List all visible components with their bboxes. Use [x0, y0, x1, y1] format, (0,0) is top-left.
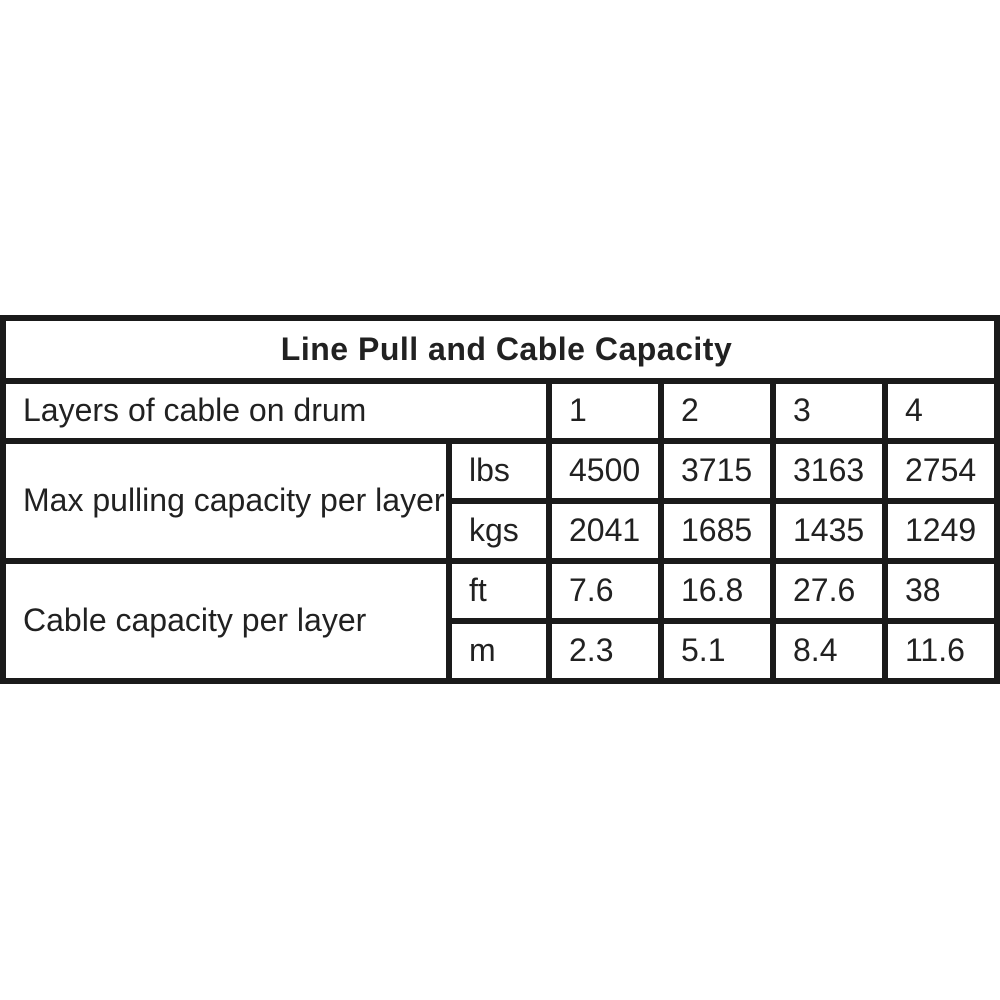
layers-value-2: 2 [664, 384, 770, 438]
m-value-layer3: 8.4 [776, 624, 882, 678]
kgs-value-layer2: 1685 [664, 504, 770, 558]
layers-value-1: 1 [552, 384, 658, 438]
ft-value-layer3: 27.6 [776, 564, 882, 618]
ft-value-layer4: 38 [888, 564, 994, 618]
table-title: Line Pull and Cable Capacity [6, 321, 994, 378]
max-pulling-capacity-label: Max pulling capacity per layer [6, 444, 446, 558]
kgs-value-layer3: 1435 [776, 504, 882, 558]
lbs-value-layer1: 4500 [552, 444, 658, 498]
cable-capacity-label: Cable capacity per layer [6, 564, 446, 678]
layers-value-3: 3 [776, 384, 882, 438]
line-pull-capacity-table [0, 315, 1000, 684]
unit-lbs: lbs [452, 444, 546, 498]
layers-row [6, 384, 994, 438]
ft-value-layer1: 7.6 [552, 564, 658, 618]
cable-capacity-ft-row [6, 564, 994, 618]
layers-value-4: 4 [888, 384, 994, 438]
kgs-value-layer4: 1249 [888, 504, 994, 558]
max-pulling-lbs-row [6, 444, 994, 498]
unit-ft: ft [452, 564, 546, 618]
lbs-value-layer2: 3715 [664, 444, 770, 498]
m-value-layer1: 2.3 [552, 624, 658, 678]
unit-kgs: kgs [452, 504, 546, 558]
unit-m: m [452, 624, 546, 678]
lbs-value-layer3: 3163 [776, 444, 882, 498]
lbs-value-layer4: 2754 [888, 444, 994, 498]
ft-value-layer2: 16.8 [664, 564, 770, 618]
table-title-row [6, 321, 994, 378]
m-value-layer4: 11.6 [888, 624, 994, 678]
layers-row-label: Layers of cable on drum [6, 384, 546, 438]
m-value-layer2: 5.1 [664, 624, 770, 678]
kgs-value-layer1: 2041 [552, 504, 658, 558]
